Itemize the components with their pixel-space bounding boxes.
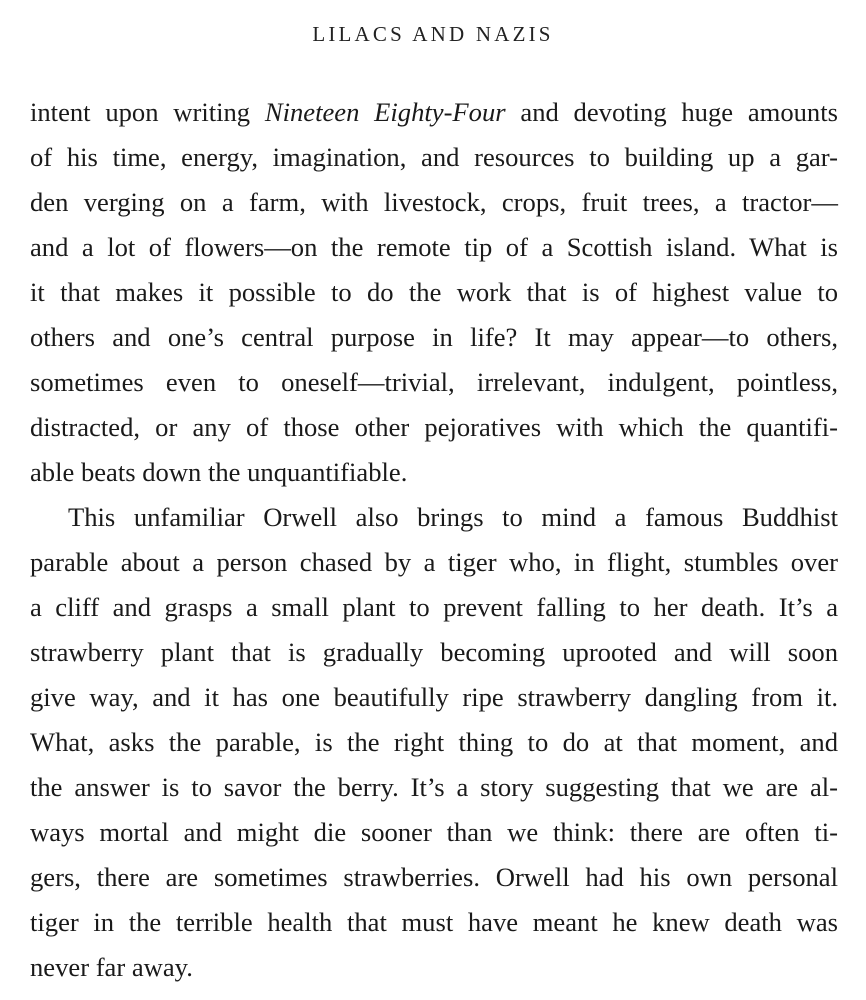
text-line: [30, 720, 838, 765]
text-segment: What, asks the parable, is the right thing to do at that moment, and: [30, 727, 838, 757]
text-segment: gers, there are sometimes strawberries. Orwell had his own personal: [30, 862, 838, 892]
paragraph: [30, 495, 838, 990]
text-segment: able beats down the unquantifiable.: [30, 457, 408, 487]
text-segment: others and one’s central purpose in life? It may appear—to others,: [30, 322, 838, 352]
text-segment: it that makes it possible to do the work that is of highest value to: [30, 277, 838, 307]
text-line: [30, 90, 838, 135]
text-line: [30, 270, 838, 315]
text-segment: sometimes even to oneself—trivial, irrelevant, indulgent, pointless,: [30, 367, 838, 397]
text-line: [30, 810, 838, 855]
text-line: [30, 945, 838, 990]
text-segment: distracted, or any of those other pejoratives with which the quantifi-: [30, 412, 838, 442]
text-line: [30, 765, 838, 810]
text-line: [30, 630, 838, 675]
body-text: [30, 90, 838, 990]
text-segment: give way, and it has one beautifully ripe strawberry dangling from it.: [30, 682, 838, 712]
text-line: [30, 180, 838, 225]
text-segment: strawberry plant that is gradually becoming uprooted and will soon: [30, 637, 838, 667]
text-line: [30, 675, 838, 720]
text-segment: tiger in the terrible health that must have meant he knew death was: [30, 907, 838, 937]
text-segment: parable about a person chased by a tiger who, in flight, stumbles over: [30, 547, 838, 577]
text-line: [30, 585, 838, 630]
text-segment: the answer is to savor the berry. It’s a story suggesting that we are al-: [30, 772, 838, 802]
text-line: [30, 225, 838, 270]
text-segment: and a lot of flowers—on the remote tip of a Scottish island. What is: [30, 232, 838, 262]
text-segment: den verging on a farm, with livestock, crops, fruit trees, a tractor—: [30, 187, 838, 217]
running-head: LILACS AND NAZIS: [312, 22, 554, 46]
text-line: [30, 900, 838, 945]
text-segment: intent upon writing: [30, 97, 265, 127]
text-segment: This unfamiliar Orwell also brings to mind a famous Buddhist: [68, 502, 838, 532]
text-segment: of his time, energy, imagination, and resources to building up a gar-: [30, 142, 838, 172]
text-line: [30, 405, 838, 450]
text-line: [30, 360, 838, 405]
text-line: [30, 135, 838, 180]
book-title: Nineteen Eighty-Four: [264, 97, 506, 127]
text-segment: a cliff and grasps a small plant to prevent falling to her death. It’s a: [30, 592, 838, 622]
paragraph: [30, 90, 838, 495]
text-line: [30, 450, 838, 495]
text-segment: ways mortal and might die sooner than we think: there are often ti-: [30, 817, 838, 847]
text-line: [30, 315, 838, 360]
text-segment: and devoting huge amounts: [505, 97, 838, 127]
text-line: [30, 495, 838, 540]
text-line: [30, 540, 838, 585]
text-segment: never far away.: [30, 952, 193, 982]
text-line: [30, 855, 838, 900]
